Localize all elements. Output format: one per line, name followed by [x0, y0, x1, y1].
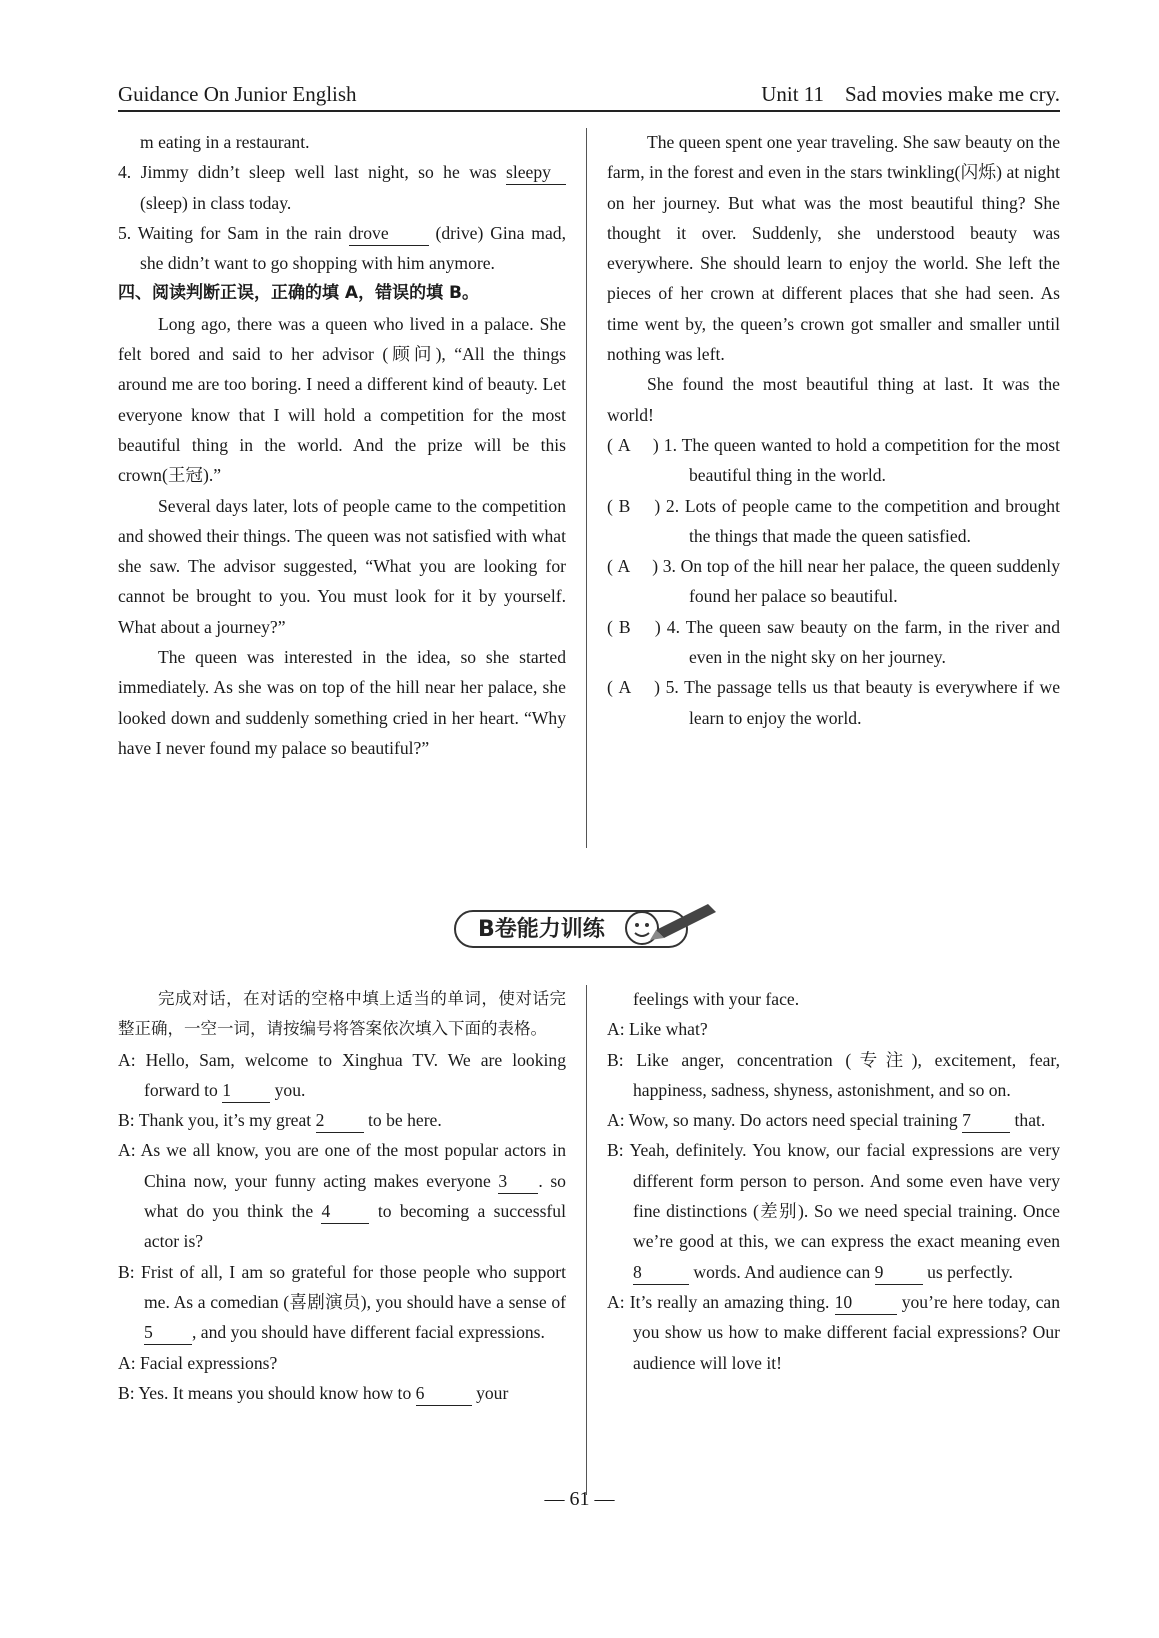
dialog-line: B: Yes. It means you should know how to 6 your — [118, 1378, 566, 1408]
passage-paragraph: Several days later, lots of people came to the competition and showed their things. The queen was not satisfied with what she saw. The advisor suggested, “What you are looking for cannot be brought to you. You must look for it by yourself. What about a journey?” — [118, 495, 566, 637]
continued-line: m eating in a restaurant. — [140, 132, 310, 152]
dialog-right-column — [607, 984, 1060, 1378]
tf-question-text: 5. The passage tells us that beauty is everywhere if we learn to enjoy the world. — [665, 677, 1061, 728]
blank-1: 1 — [222, 1078, 270, 1103]
tf-answer: B — [618, 495, 631, 516]
dialog-line: feelings with your face. — [633, 989, 800, 1009]
section-b-banner — [448, 898, 718, 948]
tf-question-1: ( A ) 1. The queen wanted to hold a competition for the most beautiful thing in the world. — [607, 430, 1060, 491]
answer-blank: drove — [349, 221, 429, 246]
dialog-line: B: Like anger, concentration (专注), excitement, fear, happiness, sadness, shyness, astonishment, and so on. — [607, 1049, 1060, 1100]
blank-4: 4 — [321, 1199, 369, 1224]
dialog-line: A: As we all know, you are one of the most popular actors in China now, your funny acting makes everyone 3 . so what do you think the 4 to becoming a successful actor is? — [118, 1140, 566, 1252]
question-4: 4. Jimmy didn’t sleep well last night, so he was sleepy (sleep) in class today. — [118, 157, 566, 218]
tf-question-text: 3. On top of the hill near her palace, the queen suddenly found her palace so beautiful. — [662, 556, 1060, 607]
tf-question-text: 4. The queen saw beauty on the farm, in the river and even in the night sky on her journey. — [666, 616, 1061, 668]
dialog-left-column — [118, 984, 566, 1408]
dialog-line: A: Hello, Sam, welcome to Xinghua TV. We are looking forward to 1 you. — [118, 1045, 566, 1106]
dialog-line: A: Facial expressions? — [118, 1352, 278, 1373]
dialog-line: B: Frist of all, I am so grateful for those people who support me. As a comedian (喜剧演员), you should have a sense of 5 , and you should have different facial expressions. — [118, 1257, 566, 1348]
dialog-line: A: It’s really an amazing thing. 10 you’re here today, can you show us how to make different facial expressions? Our audience will love it! — [607, 1291, 1060, 1373]
tf-question-text: 1. The queen wanted to hold a competition for the most beautiful thing in the world. — [663, 434, 1060, 486]
section-4-title: 四、阅读判断正误，正确的填 A，错误的填 B。 — [118, 283, 479, 304]
column-divider — [586, 128, 587, 848]
page-header — [118, 78, 1060, 112]
passage-paragraph: The queen spent one year traveling. She saw beauty on the farm, in the forest and even in the stars twinkling(闪烁) at night on her journey. But what was the most beautiful thing? She thought it over. Suddenly, she understood beauty was everywhere. She should learn to enjoy the world. She left the pieces of her crown at different places that she had seen. As time went by, the queen’s crown got smaller and smaller until nothing was left. — [607, 132, 1060, 365]
answer-blank: sleepy — [506, 160, 566, 185]
page-number: — 61 — — [544, 1488, 615, 1510]
blank-7: 7 — [962, 1108, 1010, 1133]
dialog-line: B: Thank you, it’s my great 2 to be here. — [118, 1105, 566, 1135]
true-false-questions — [607, 430, 1060, 733]
tf-answer: A — [618, 677, 632, 698]
tf-answer: A — [617, 556, 631, 577]
passage-paragraph: The queen was interested in the idea, so she started immediately. As she was on top of the hill near her palace, she looked down and suddenly something cried in her heart. “Why have I never found my palace so beautiful?” — [118, 647, 566, 758]
dialog-instructions: 完成对话，在对话的空格中填上适当的单词，使对话完整正确，一空一词，请按编号将答案依次填入下面的表格。 — [118, 989, 566, 1039]
blank-2: 2 — [316, 1108, 364, 1133]
blank-8: 8 — [633, 1260, 689, 1285]
right-column — [607, 127, 1060, 733]
header-book-title: Guidance On Junior English — [118, 82, 357, 106]
dialog-line: B: Yeah, definitely. You know, our facial expressions are very different form person to person. And some even have very fine distinctions (差别). So we need special training. Once we’re good at this, we can express the exact meaning even 8 words. And audience can 9 us perfectly. — [607, 1135, 1060, 1286]
blank-10: 10 — [835, 1290, 897, 1315]
tf-question-3: ( A ) 3. On top of the hill near her palace, the queen suddenly found her palace so beautiful. — [607, 551, 1060, 612]
tf-question-2: ( B ) 2. Lots of people came to the competition and brought the things that made the queen satisfied. — [607, 491, 1060, 552]
tf-answer: B — [618, 616, 631, 637]
question-5: 5. Waiting for Sam in the rain drove (drive) Gina mad, she didn’t want to go shopping with him anymore. — [118, 222, 566, 274]
passage-paragraph: Long ago, there was a queen who lived in a palace. She felt bored and said to her advisor (顾问), “All the things around me are too boring. I need a different kind of beauty. Let everyone know that I will hold a competition for the most beautiful thing in the world. And the prize will be this crown(王冠).” — [118, 313, 566, 486]
dialog-line: A: Like what? — [607, 1019, 708, 1040]
blank-6: 6 — [416, 1381, 472, 1406]
tf-question-4: ( B ) 4. The queen saw beauty on the farm, in the river and even in the night sky on her journey. — [607, 612, 1060, 673]
blank-5: 5 — [144, 1320, 192, 1345]
tf-question-text: 2. Lots of people came to the competition and brought the things that made the queen satisfied. — [665, 495, 1060, 546]
dialog-line: A: Wow, so many. Do actors need special training 7 that. — [607, 1105, 1060, 1135]
passage-paragraph: She found the most beautiful thing at last. It was the world! — [607, 374, 1060, 425]
blank-3: 3 — [498, 1169, 538, 1194]
left-column — [118, 127, 566, 763]
tf-answer: A — [617, 434, 631, 455]
header-unit-title: Unit 11 Sad movies make me cry. — [761, 82, 1060, 106]
pencil-mascot-icon — [616, 898, 726, 950]
column-divider — [586, 985, 587, 1495]
blank-9: 9 — [875, 1260, 923, 1285]
banner-title: B卷能力训练 — [478, 917, 605, 942]
tf-question-5: ( A ) 5. The passage tells us that beauty is everywhere if we learn to enjoy the world. — [607, 672, 1060, 733]
